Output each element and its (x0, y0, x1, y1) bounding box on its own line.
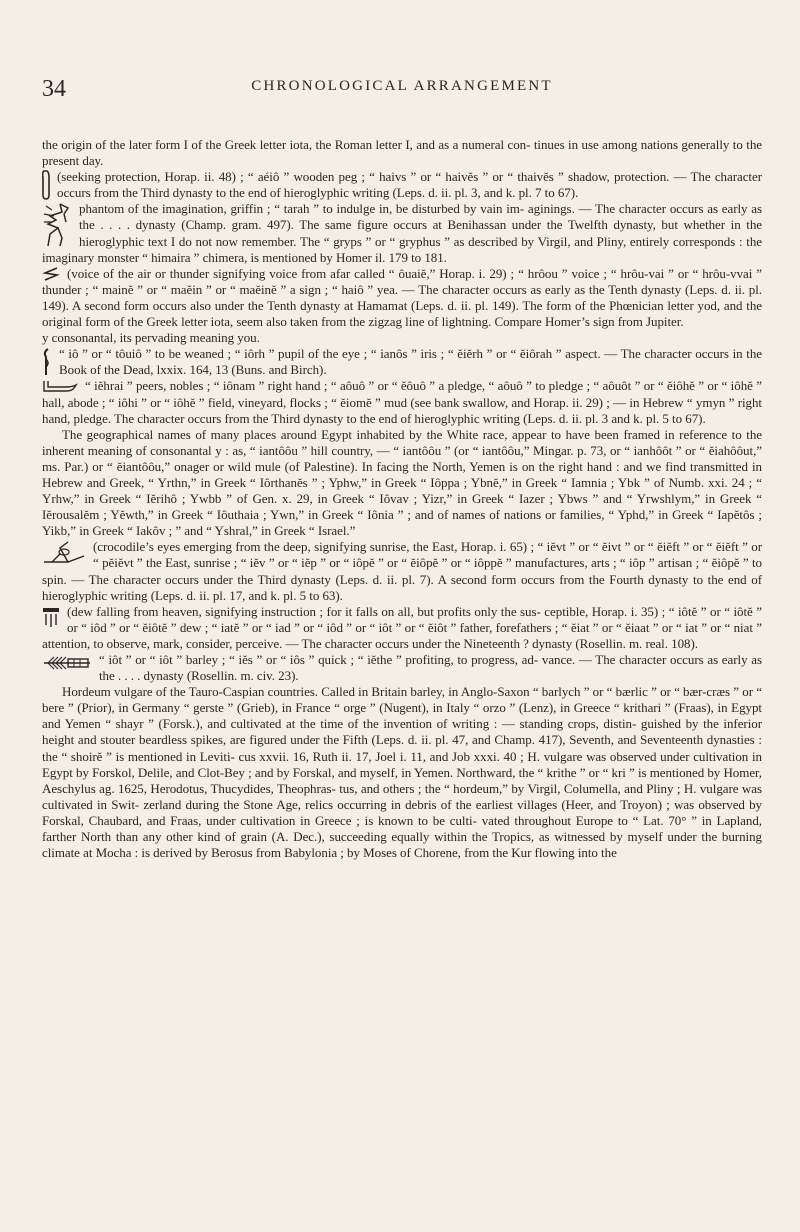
paragraph-crocodile: (crocodile’s eyes emerging from the deep, signifying sunrise, the East, Horap. i. 65) ; “ iĕvt ” or “ ĕivt ” or “ ĕiĕft ” or “ ĕiĕft ” or “ pĕiĕvt ” the East, sunrise ; “ iĕv ” or “ iĕp ” or “ iôpĕ ” or “ ĕiôpĕ ” or “ iôppĕ ” manufactures, arts ; “ iôp ” artisan ; “ ĕiôpĕ ” to spin. — The character occurs under the Third dynasty (Leps. d. ii. pl. 7). A second form occurs from the Fourth dynasty to the end of hieroglyphic writing (Leps. d. ii. pl. 17, and k. pl. 5 to 63). (42, 539, 762, 603)
entry-griffin (42, 201, 762, 265)
paragraph-geographical-names: The geographical names of many places around Egypt inhabited by the White race, appear to have been framed in reference to the inherent meaning of consonantal y : as, “ iantôôu ” hill country, — “ iantôôu ” (or “ iantôôu,” Mingar. p. 73, or “ ianhôôt ” or “ ĕiahôôut,” ms. Par.) or “ ĕiantôôu,” onager or wild mule (of Palestine). In facing the North, Yemen is on the right hand : and we find transmitted in Hebrew and Greek, “ Yrthn,” in Greek “ Iôrthanĕs ” ; Yphw,” in Greek “ Iôppa ; Ybnĕ,” in Greek “ Iamnia ; Ybk ” of Numb. xxi. 24 ; “ Yrhw,” in Greek “ Iĕrihô ; Ywbb ” of Gen. x. 29, in Greek “ Iôvav ; Yizr,” in Greek “ Iazer ; Ybws ” and “ Yrwshlym,” in Greek “ Iĕrousalĕm ; Yĕwth,” in Greek “ Iôuthaia ; Ywn,” in Greek “ Iônia ” ; and of names of nations or families, “ Yphd,” in Greek “ Iapĕtôs ; Yikb,” in Greek “ Iakôv ; ” and “ Yshral,” in Greek “ Israel.” (42, 426, 762, 539)
running-title: CHRONOLOGICAL ARRANGEMENT (251, 78, 553, 94)
running-head (42, 74, 762, 114)
paragraph-iota: the origin of the later form I of the Greek letter iota, the Roman letter I, and as a numeral con- tinues in use among nations generally to the present day. (42, 137, 762, 169)
entry-shadow (42, 169, 762, 201)
entry-dew (42, 604, 762, 652)
paragraph-thunder: (voice of the air or thunder signifying voice from afar called “ ôuaiĕ,” Horap. i. 29) ; “ hrôou ” voice ; “ hrôu-vai ” or “ hrôu-vvai ” thunder ; “ mainĕ ” or “ maĕin ” or “ maĕinĕ ” a sign ; “ haiô ” yea. — The character occurs as early as the Tenth dynasty (Leps. d. ii. pl. 149). A second form occurs also under the Tenth dynasty at Hamamat (Leps. d. ii. pl. 149). The form of the Phœnician letter yod, and the original form of the Greek letter iota, seem also taken from the zigzag line of lightning. Compare Homer’s sign from Jupiter. (42, 265, 762, 330)
paragraph-y-consonantal: y consonantal, its pervading meaning you. (42, 330, 260, 346)
paragraph-dew: (dew falling from heaven, signifying instruction ; for it falls on all, but profits only the sus- ceptible, Horap. i. 35) ; “ iôtĕ ” or “ iôtĕ ” or “ iôd ” or “ ĕiôtĕ ” dew ; “ iatĕ ” or “ iad ” or “ iôd ” or “ iôt ” or “ ĕiôt ” father, forefathers ; “ ĕiat ” or “ ĕiaat ” or “ iat ” or “ niat ” attention, to observe, mark, consider, perceive. — The character occurs under the Nineteenth ? dynasty (Rosellin. m. real. 108). (42, 603, 762, 651)
crocodile-eyes-hieroglyph-icon (42, 540, 86, 566)
shadow-staff-hieroglyph-icon (42, 170, 50, 200)
entry-thunder (42, 266, 762, 330)
body-text (42, 137, 762, 861)
paragraph-shadow: (seeking protection, Horap. ii. 48) ; “ aéiô ” wooden peg ; “ haivs ” or “ haivĕs ” or “ thaivĕs ” shadow, protection. — The character occurs from the Third dynasty to the end of hieroglyphic writing (Leps. d. ii. pl. 3, and k. pl. 7 to 67). (57, 169, 762, 201)
paragraph-arm: “ iĕhrai ” peers, nobles ; “ iônam ” right hand ; “ aôuô ” or “ ĕôuô ” a pledge, “ aôuô ” to pledge ; “ aôuôt ” or “ ĕiôhĕ ” or “ iôhĕ ” hall, abode ; “ iôhi ” or “ iôhĕ ” field, vineyard, flocks ; “ ĕiomĕ ” mud (see bank swallow, and Horap. ii. 29) ; — in Hebrew “ ymyn ” right hand, pledge. The character occurs from the Third dynasty to the end of hieroglyphic writing (Leps. d. ii. pl. 3 and k. pl. 5 to 67). (42, 378, 762, 426)
barley-hieroglyph-icon (42, 653, 92, 671)
paragraph-reed: “ iô ” or “ tôuiô ” to be weaned ; “ iôrh ” pupil of the eye ; “ ianôs ” iris ; “ ĕiĕrh ” or “ ĕiôrah ” aspect. — The character occurs in the Book of the Dead, lxxix. 164, 13 (Buns. and Birch). (59, 346, 762, 378)
reed-hieroglyph-icon (42, 347, 52, 377)
paragraph-hordeum: Hordeum vulgare of the Tauro-Caspian countries. Called in Britain barley, in Anglo-Saxon “ barlych ” or “ bærlic ” or “ bær-cræs ” or “ bere ” (Prior), in Germany “ gerste ” (Grieb), in France “ orge ” (Nugent), in Italy “ orzo ” (Lenz), in Greece “ krithari ” (Fraas), in Egypt and Yemen “ shayr ” (Forsk.), and cultivated at the time of the invention of writing : — standing crops, distin- guished by the inferior height and stouter beardless spikes, are figured under the Fifth (Leps. d. ii. pl. 47, and Champ. 417), Seventh, and Seventeenth dynasties : the “ shoirĕ ” is mentioned in Leviti- cus xxvii. 16, Ruth ii. 17, Joel i. 11, and Job xxxi. 40 ; H. vulgare was observed under cultivation in Egypt by Forskol, Delile, and Clot-Bey ; and by Forskal, and myself, in Yemen. Northward, the “ krithe ” or “ kri ” is mentioned by Homer, Aeschylus ag. 1625, Herodotus, Thucydides, Theophras- tus, and others ; the “ hordeum,” by Virgil, Columella, and Pliny ; H. vulgare was cultivated in Swit- zerland during the Stone Age, relics occurring in debris of the earliest villages (Heer, and Troyon) ; was observed by Forskal, Chaubard, and Fraas, under cultivation in Greece ; is known to be culti- vated throughout Europe to “ Lat. 70° ” in Lapland, farther North than any other kind of grain (A. Dec.), succeeding equally within the Tropics, as witnessed by myself under the burning climate at Mocha : is derived by Berosus from Babylonia ; by Moses of Chorene, from the Kur flowing into the (42, 684, 762, 861)
griffin-hieroglyph-icon (42, 202, 72, 248)
paragraph-barley: “ iôt ” or “ iôt ” barley ; “ iĕs ” or “ iôs ” quick ; “ iĕthe ” profiting, to progress, ad- vance. — The character occurs as early as the . . . . dynasty (Rosellin. m. civ. 23). (99, 652, 762, 684)
paragraph-griffin: phantom of the imagination, griffin ; “ tarah ” to indulge in, be disturbed by vain im- aginings. — The character occurs as early as the . . . . dynasty (Champ. gram. 497). The same figure occurs at Benihassan under the Twelfth dynasty, but whether in the hieroglyphic text I do not now remember. The “ gryps ” or “ gryphus ” as described by Virgil, and Pliny, entirely corresponds : the imaginary monster “ himaira ” chimera, is mentioned by Homer il. 179 to 181. (42, 201, 762, 265)
entry-arm (42, 378, 762, 426)
page-number: 34 (42, 76, 66, 102)
entry-barley (42, 652, 762, 684)
dew-hieroglyph-icon (42, 605, 60, 629)
lightning-hieroglyph-icon (42, 267, 60, 281)
arm-hieroglyph-icon (42, 379, 78, 393)
entry-reed (42, 346, 762, 378)
entry-crocodile (42, 539, 762, 603)
